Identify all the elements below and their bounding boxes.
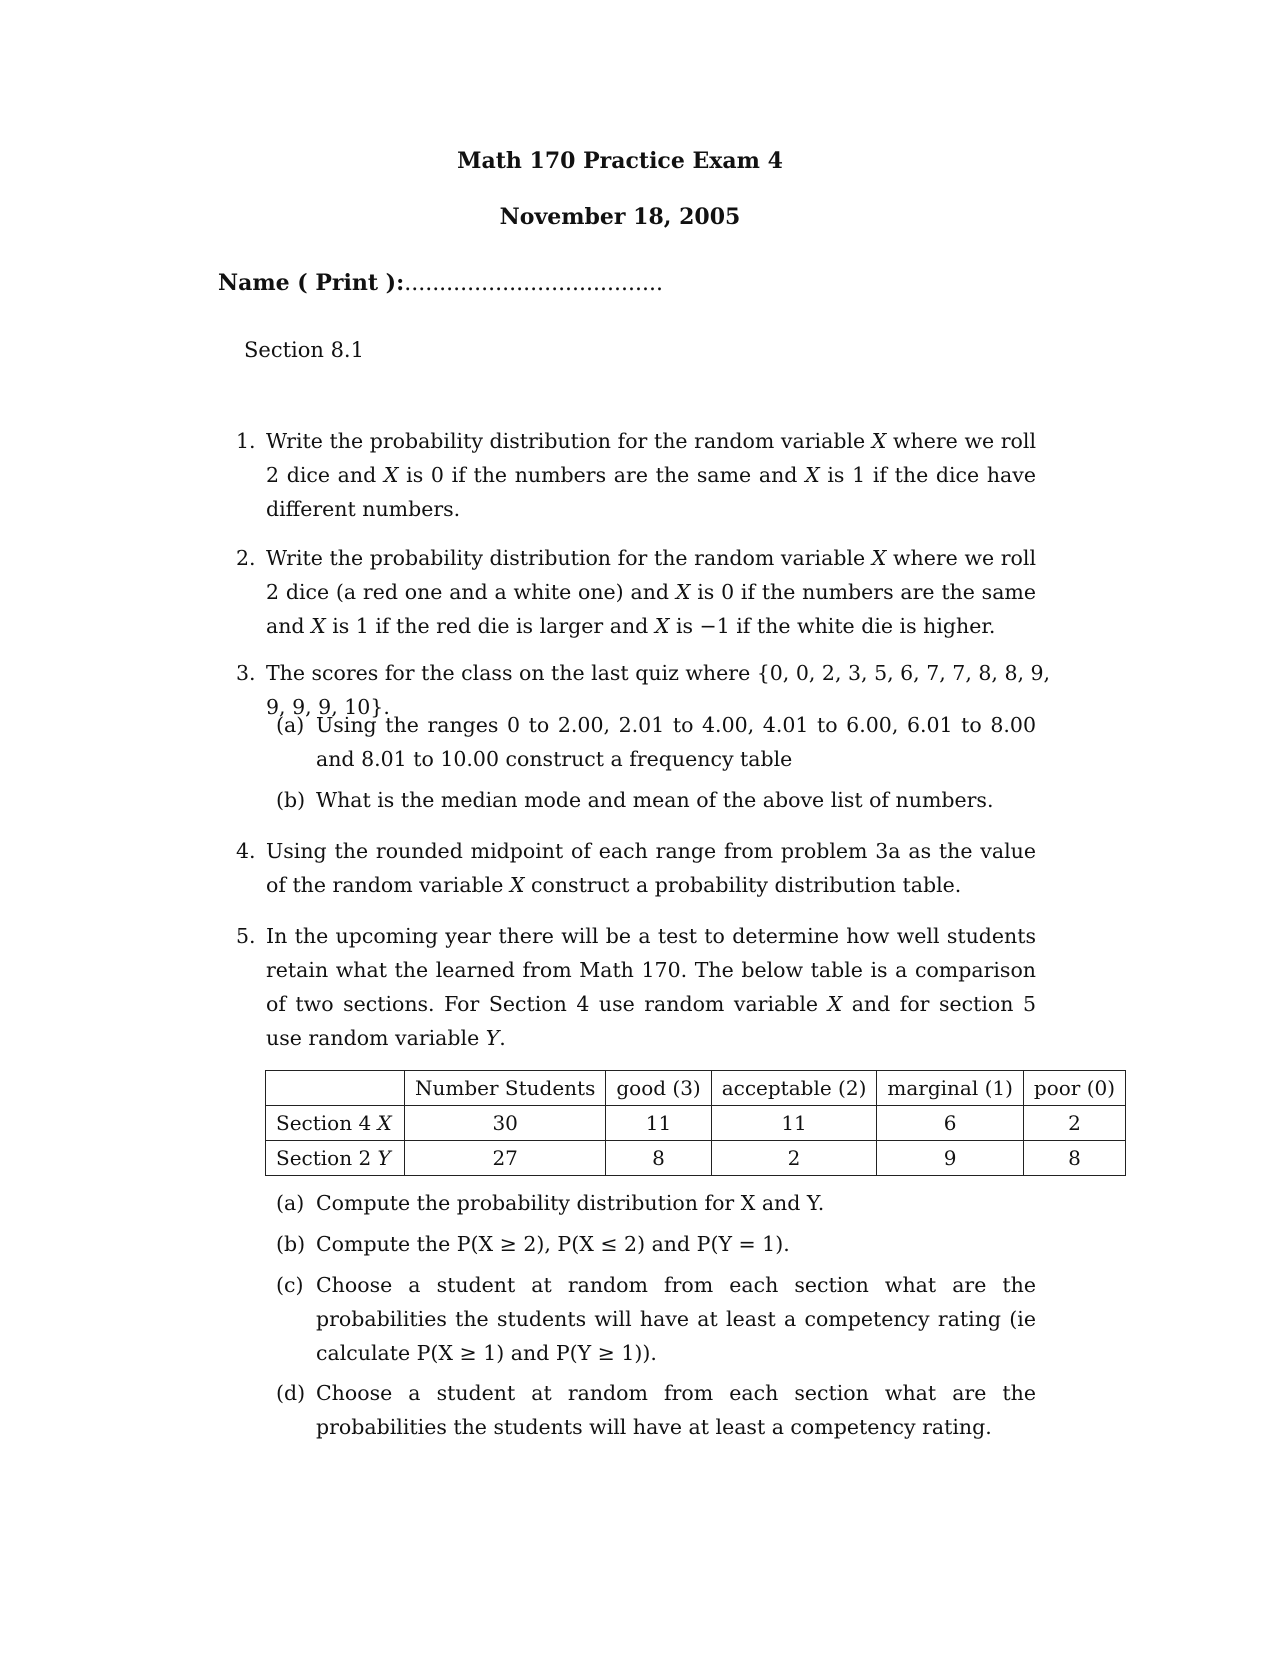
comparison-table <box>265 1070 1126 1176</box>
sub-label: (a) <box>276 1191 305 1215</box>
problem-text: Write the probability distribution for the random variable X where we roll 2 dice and X is 0 if the numbers are the same and X is 1 if the dice have different numbers. <box>266 429 1036 521</box>
problem-number: 2. <box>236 546 256 570</box>
table-row <box>266 1106 1126 1141</box>
table-cell: 9 <box>877 1141 1024 1176</box>
sub-label: (b) <box>276 1232 306 1256</box>
table-cell: 2 <box>711 1141 877 1176</box>
exam-date: November 18, 2005 <box>499 204 741 230</box>
sub-label: (a) <box>276 713 305 737</box>
table-cell: 2 <box>1023 1106 1125 1141</box>
name-label: Name ( Print ): <box>218 270 405 296</box>
table-header-cell: acceptable (2) <box>711 1071 877 1106</box>
row-label: Section 2 Y <box>266 1141 405 1176</box>
sub-text: Using the ranges 0 to 2.00, 2.01 to 4.00, 4.01 to 6.00, 6.01 to 8.00 and 8.01 to 10.00 construct a frequency table <box>316 713 1036 771</box>
problem-3a <box>276 708 1036 776</box>
table-cell: 8 <box>606 1141 711 1176</box>
table-cell: 27 <box>405 1141 606 1176</box>
sub-text: Compute the probability distribution for X and Y. <box>316 1191 825 1215</box>
problem-number: 4. <box>236 839 256 863</box>
problem-5d <box>276 1376 1036 1444</box>
problem-1 <box>236 424 1036 526</box>
table-cell: 11 <box>711 1106 877 1141</box>
table-cell: 30 <box>405 1106 606 1141</box>
problem-text: In the upcoming year there will be a test to determine how well students retain what the learned from Math 170. The below table is a comparison of two sections. For Section 4 use random variable X and for section 5 use random variable Y. <box>266 924 1037 1050</box>
problem-5a <box>276 1186 1036 1220</box>
table-header-cell: Number Students <box>405 1071 606 1106</box>
exam-title: Math 170 Practice Exam 4 <box>457 148 783 174</box>
problem-number: 1. <box>236 429 256 453</box>
table-cell: 11 <box>606 1106 711 1141</box>
problem-text: Using the rounded midpoint of each range from problem 3a as the value of the random variable X construct a probability distribution table. <box>266 839 1036 897</box>
problem-5 <box>236 919 1036 1055</box>
table-header-cell <box>266 1071 405 1106</box>
table-header-cell: marginal (1) <box>877 1071 1024 1106</box>
sub-text: Compute the P(X ≥ 2), P(X ≤ 2) and P(Y = 1). <box>316 1232 790 1256</box>
sub-text: Choose a student at random from each section what are the probabilities the students will have at least a competency rating (ie calculate P(X ≥ 1) and P(Y ≥ 1)). <box>316 1273 1036 1365</box>
name-blank: ..................................... <box>404 271 663 296</box>
problem-text: The scores for the class on the last quiz where {0, 0, 2, 3, 5, 6, 7, 7, 8, 8, 9, 9, 9, 9, 10}. <box>266 661 1051 719</box>
table-header-row <box>266 1071 1126 1106</box>
table-header-cell: poor (0) <box>1023 1071 1125 1106</box>
problem-4 <box>236 834 1036 902</box>
table-cell: 6 <box>877 1106 1024 1141</box>
sub-text: What is the median mode and mean of the above list of numbers. <box>316 788 994 812</box>
sub-label: (d) <box>276 1381 306 1405</box>
problem-number: 5. <box>236 924 256 948</box>
section-heading: Section 8.1 <box>244 338 364 362</box>
sub-label: (c) <box>276 1273 304 1297</box>
problem-text: Write the probability distribution for the random variable X where we roll 2 dice (a red one and a white one) and X is 0 if the numbers are the same and X is 1 if the red die is larger and X is −1 if the white die is higher. <box>266 546 1036 638</box>
table-cell: 8 <box>1023 1141 1125 1176</box>
name-field <box>218 270 663 296</box>
sub-label: (b) <box>276 788 306 812</box>
problem-2 <box>236 541 1036 643</box>
problem-5b <box>276 1227 1036 1261</box>
problem-5c <box>276 1268 1036 1370</box>
problem-number: 3. <box>236 661 256 685</box>
row-label: Section 4 X <box>266 1106 405 1141</box>
sub-text: Choose a student at random from each section what are the probabilities the students will have at least a competency rating. <box>316 1381 1036 1439</box>
table-row <box>266 1141 1126 1176</box>
table-header-cell: good (3) <box>606 1071 711 1106</box>
problem-3b <box>276 783 1036 817</box>
